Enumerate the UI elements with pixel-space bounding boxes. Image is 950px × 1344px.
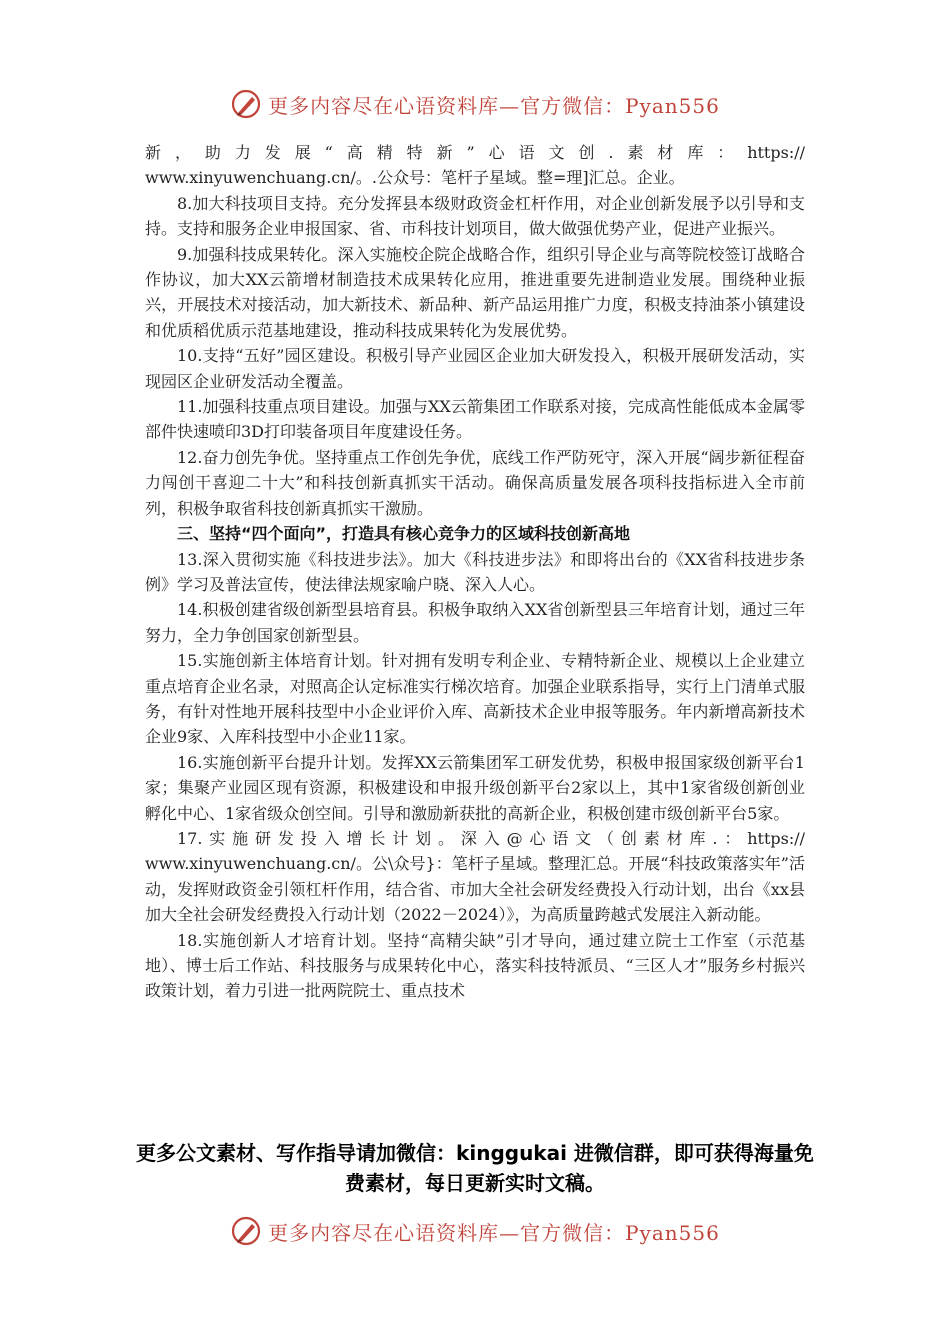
paragraph: 14.积极创建省级创新型县培育县。积极争取纳入XX省创新型县三年培育计划，通过三年努力，全力争创国家创新型县。 — [145, 600, 805, 645]
footer-banner — [0, 1211, 950, 1251]
pen-logo-icon — [230, 88, 262, 120]
paragraph: www.xinyuwenchuang.cn/。.公众号：笔杆子星域。整=理]汇总。企业。 — [145, 168, 685, 188]
paragraph: 8.加大科技项目支持。充分发挥县本级财政资金杠杆作用，对企业创新发展予以引导和支持。支持和服务企业申报国家、省、市科技计划项目，做大做强优势产业，促进产业振兴。 — [145, 193, 805, 239]
paragraph: 15.实施创新主体培育计划。针对拥有发明专利企业、专精特新企业、规模以上企业建立重点培育企业名录，对照高企认定标准实行梯次培育。加强企业联系指导，实行上门清单式服务，有针对性地开展科技型中小企业评价入库、高新技术企业申报等服务。年内新增高新技术企业9家、入库科技型中小企业11家。 — [145, 651, 805, 747]
paragraph: 10.支持“五好”园区建设。积极引导产业园区企业加大研发投入，积极开展研发活动，实现园区企业研发活动全覆盖。 — [145, 346, 805, 391]
paragraph: 9.加强科技成果转化。深入实施校企院企战略合作，组织引导企业与高等院校签订战略合作协议，加大XX云箭增材制造技术成果转化应用，推进重要先进制造业发展。围绕种业振兴，开展技术对接活动，加大新技术、新品种、新产品运用推广力度，积极支持油茶小镇建设和优质稻优质示范基地建设，推动科技成果转化为发展优势。 — [145, 244, 805, 340]
paragraph: 11.加强科技重点项目建设。加强与XX云箭集团工作联系对接，完成高性能低成本金属零部件快速喷印3D打印装备项目年度建设任务。 — [145, 397, 805, 442]
pen-logo-icon — [230, 1215, 262, 1247]
section-heading: 三、坚持“四个面向”，打造具有核心竞争力的区域科技创新高地 — [177, 524, 631, 544]
document-body — [145, 140, 805, 1004]
paragraph: 16.实施创新平台提升计划。发挥XX云箭集团军工研发优势，积极申报国家级创新平台1家；集聚产业园区现有资源，积极建设和申报升级创新平台2家以上，其中1家省级创新创业孵化中心、1家省级众创空间。引导和激励新获批的高新企业，积极创建市级创新平台5家。 — [145, 752, 805, 823]
banner-text: 更多内容尽在心语资料库—官方微信：Pyan556 — [268, 1220, 720, 1245]
paragraph: 12.奋力创先争优。坚持重点工作创先争优，底线工作严防死守，深入开展“阔步新征程奋力闯创干喜迎二十大”和科技创新真抓实干活动。确保高质量发展各项科技指标进入全市前列，积极争取省科技创新真抓实干激励。 — [145, 447, 805, 518]
promo-notice: 更多公文素材、写作指导请加微信：kinggukai 进微信群，即可获得海量免费素材，每日更新实时文稿。 — [136, 1141, 814, 1195]
header-banner — [0, 84, 950, 124]
paragraph: 18.实施创新人才培育计划。坚持“高精尖缺”引才导向，通过建立院士工作室（示范基地）、博士后工作站、科技服务与成果转化中心，落实科技特派员、“三区人才”服务乡村振兴政策计划，着力引进一批两院院士、重点技术 — [145, 930, 805, 1001]
paragraph: 新，助力发展“高精特新”心语文创.素材库：https:// — [145, 143, 805, 162]
paragraph: www.xinyuwenchuang.cn/。公\众号}：笔杆子星域。整理汇总。开展“科技政策落实年”活动，发挥财政资金引领杠杆作用，结合省、市加大全社会研发经费投入行动计划，出台《xx县加大全社会研发经费投入行动计划（2022－2024）》，为高质量跨越式发展注入新动能。 — [145, 854, 805, 925]
paragraph: 13.深入贯彻实施《科技进步法》。加大《科技进步法》和即将出台的《XX省科技进步条例》学习及普法宣传，使法律法规家喻户晓、深入人心。 — [145, 549, 805, 594]
banner-text: 更多内容尽在心语资料库—官方微信：Pyan556 — [268, 93, 720, 118]
paragraph: 17.实施研发投入增长计划。深入@心语文（创素材库.：https:// — [177, 828, 805, 848]
